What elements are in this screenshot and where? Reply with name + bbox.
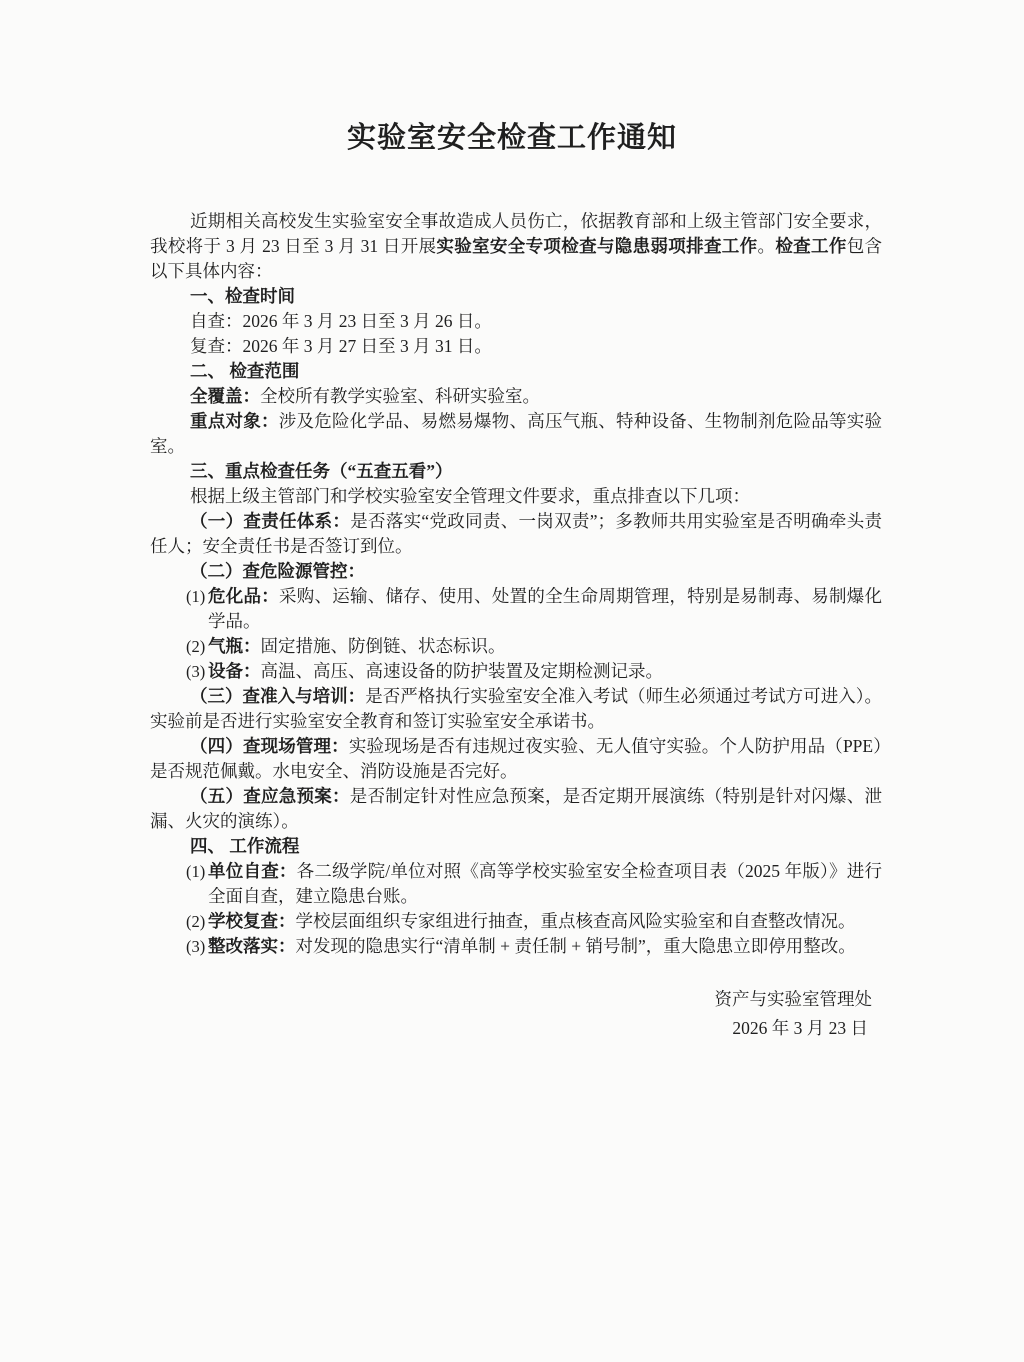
text-run: 各二级学院/单位对照《高等学校实验室安全检查项目表（2025 年版）》进行全面自查，建立隐患台账。 — [208, 861, 882, 906]
text-run: 采购、运输、储存、使用、处置的全生命周期管理，特别是易制毒、易制爆化学品。 — [208, 586, 883, 631]
text-run: 对发现的隐患实行“清单制 + 责任制 + 销号制”，重大隐患立即停用整改。 — [295, 936, 856, 956]
hazard-item-chemicals — [150, 584, 882, 634]
list-item-number: (2) — [186, 637, 206, 656]
text-run-bold: （五）查应急预案： — [190, 786, 350, 806]
text-run-bold: 学校复查： — [208, 911, 296, 931]
task-2-hazard-control — [150, 559, 882, 584]
list-item-number: (1) — [186, 862, 206, 881]
workflow-rectification — [150, 934, 882, 959]
text-run-bold: （二）查危险源管控： — [190, 561, 365, 581]
task-3-access-training — [150, 684, 882, 734]
text-run-bold: 单位自查： — [208, 861, 297, 881]
text-run-bold: 四、 工作流程 — [190, 836, 300, 856]
task-basis — [150, 484, 882, 509]
heading-section-3 — [150, 459, 882, 484]
text-run: 高温、高压、高速设备的防护装置及定期检测记录。 — [260, 661, 663, 681]
text-run-bold: 整改落实： — [208, 936, 296, 956]
text-run: 是否落实“党政同责、一岗双责”；多教师共用实验室是否明确牵头责任人；安全责任书是否签订到位。 — [150, 511, 882, 556]
text-run: 是否制定针对性应急预案，是否定期开展演练（特别是针对闪爆、泄漏、火灾的演练）。 — [150, 786, 882, 831]
text-run: 复查：2026 年 3 月 27 日至 3 月 31 日。 — [190, 336, 492, 356]
hazard-item-gas-cylinders — [150, 634, 882, 659]
text-run-bold: 三、重点检查任务（“五查五看”） — [190, 461, 453, 481]
workflow-school-recheck — [150, 909, 882, 934]
document-title: 实验室安全检查工作通知 — [346, 122, 677, 154]
text-run-bold: 实验室安全专项检查与隐患弱项排查工作 — [436, 236, 758, 256]
text-run: 包含以下具体内容： — [150, 236, 883, 281]
scope-key-targets — [150, 409, 882, 459]
text-run-bold: 重点对象： — [190, 411, 279, 431]
text-run-bold: 危化品： — [208, 586, 279, 606]
workflow-self-inspection — [150, 859, 882, 909]
signature-date: 2026 年 3 月 23 日 — [732, 1018, 868, 1038]
text-run-bold: 气瓶： — [208, 636, 261, 656]
list-item-number: (1) — [186, 587, 206, 606]
signature-org: 资产与实验室管理处 — [714, 989, 872, 1009]
text-run: 。 — [757, 236, 776, 256]
text-run: 是否严格执行实验室安全准入考试（师生必须通过考试方可进入）。实验前是否进行实验室安全教育和签订实验室安全承诺书。 — [150, 686, 883, 731]
text-run-bold: 一、检查时间 — [190, 286, 295, 306]
text-run: 实验现场是否有违规过夜实验、无人值守实验。个人防护用品（PPE）是否规范佩戴。水电安全、消防设施是否完好。 — [150, 736, 882, 781]
text-run-bold: （四）查现场管理： — [190, 736, 349, 756]
list-item-number: (3) — [186, 937, 206, 956]
text-run: 近期相关高校发生实验室安全事故造成人员伤亡，依据教育部和上级主管部门安全要求，我校将于 3 月 23 日至 3 月 31 日开展 — [150, 211, 882, 256]
text-run: 自查：2026 年 3 月 23 日至 3 月 26 日。 — [190, 311, 492, 331]
document-content — [150, 209, 882, 1043]
text-run-bold: （三）查准入与培训： — [190, 686, 366, 706]
document-body — [150, 209, 882, 959]
signature-block — [150, 985, 882, 1043]
text-run-bold: （一）查责任体系： — [190, 511, 351, 531]
text-run-bold: 全覆盖： — [190, 386, 260, 406]
heading-section-1 — [150, 284, 882, 309]
hazard-item-equipment — [150, 659, 882, 684]
recheck-dates — [150, 334, 882, 359]
task-1-responsibility — [150, 509, 882, 559]
self-check-dates — [150, 309, 882, 334]
task-5-emergency-plan — [150, 784, 882, 834]
intro-paragraph — [150, 209, 882, 284]
text-run-bold: 检查工作 — [775, 236, 847, 256]
heading-section-4 — [150, 834, 882, 859]
text-run: 固定措施、防倒链、状态标识。 — [260, 636, 506, 656]
text-run: 根据上级主管部门和学校实验室安全管理文件要求，重点排查以下几项： — [190, 486, 750, 506]
text-run: 全校所有教学实验室、科研实验室。 — [260, 386, 540, 406]
text-run-bold: 二、 检查范围 — [190, 361, 300, 381]
list-item-number: (3) — [186, 662, 206, 681]
text-run: 学校层面组织专家组进行抽查，重点核查高风险实验室和自查整改情况。 — [295, 911, 856, 931]
heading-section-2 — [150, 359, 882, 384]
list-item-number: (2) — [186, 912, 206, 931]
task-4-site-management — [150, 734, 882, 784]
text-run-bold: 设备： — [208, 661, 261, 681]
scope-full-coverage — [150, 384, 882, 409]
text-run: 涉及危险化学品、易燃易爆物、高压气瓶、特种设备、生物制剂危险品等实验室。 — [150, 411, 882, 456]
